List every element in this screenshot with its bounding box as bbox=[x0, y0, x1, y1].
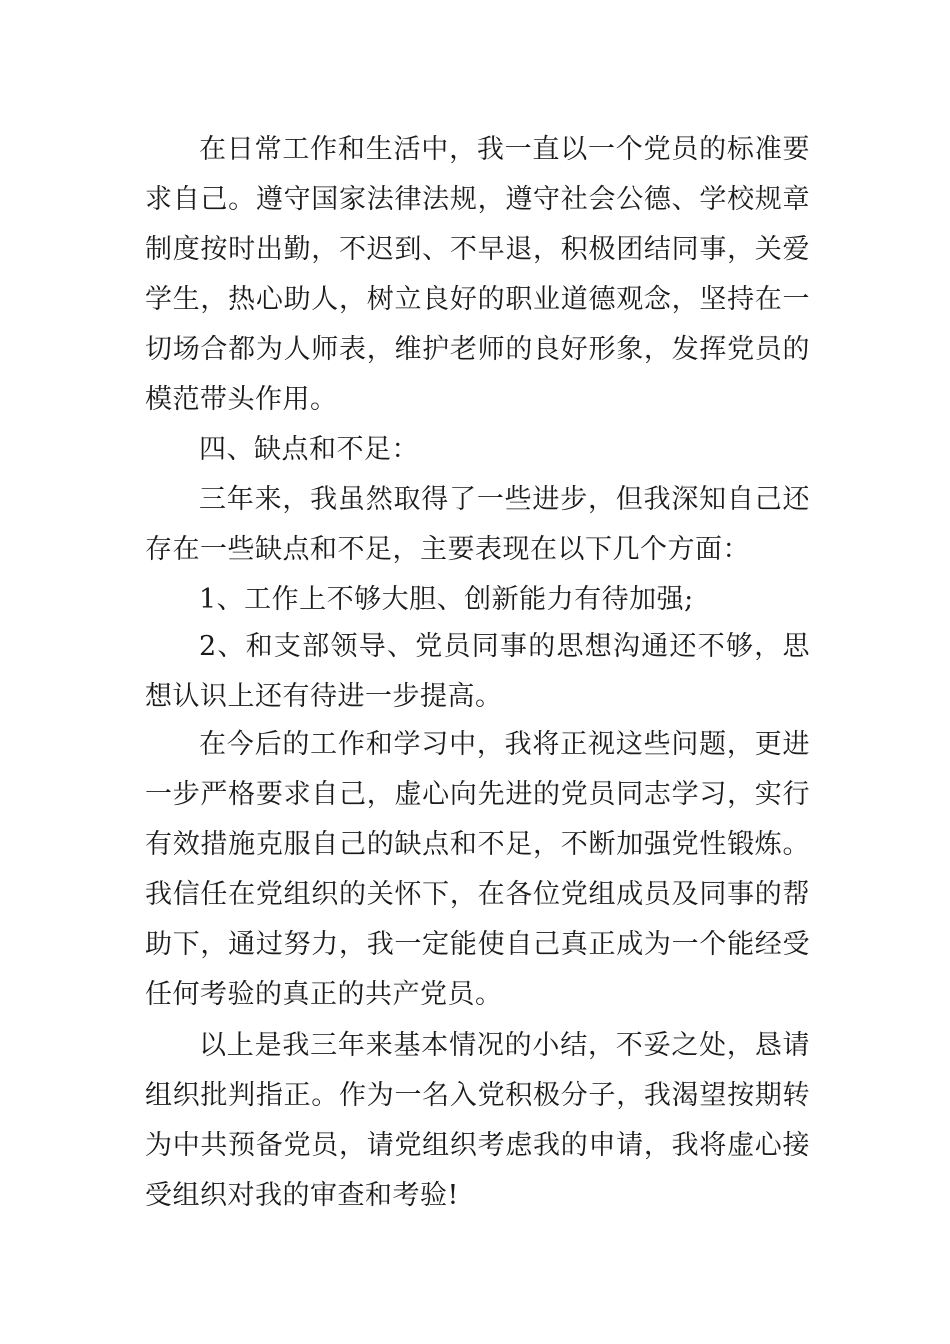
paragraph-conclusion: 以上是我三年来基本情况的小结，不妥之处，恳请组织批判指正。作为一名入党积极分子，我渴望按期转为中共预备党员，请党组织考虑我的申请，我将虚心接受组织对我的审查和考验! bbox=[145, 1030, 810, 1211]
paragraph-future: 在今后的工作和学习中，我将正视这些问题，更进一步严格要求自己，虚心向先进的党员同志学习，实行有效措施克服自己的缺点和不足，不断加强党性锻炼。我信任在党组织的关怀下，在各位党组成员及同事的帮助下，通过努力，我一定能使自己真正成为一个能经受任何考验的真正的共产党员。 bbox=[145, 729, 810, 1010]
list-item-1: 1、工作上不够大胆、创新能力有待加强; bbox=[199, 584, 694, 615]
list-item-2: 2、和支部领导、党员同事的思想沟通还不够，思想认识上还有待进一步提高。 bbox=[145, 631, 810, 712]
paragraph-shortcomings-intro: 三年来，我虽然取得了一些进步，但我深知自己还存在一些缺点和不足，主要表现在以下几个方面： bbox=[145, 484, 810, 565]
paragraph-conduct: 在日常工作和生活中，我一直以一个党员的标准要求自己。遵守国家法律法规，遵守社会公德、学校规章制度按时出勤，不迟到、不早退，积极团结同事，关爱学生，热心助人，树立良好的职业道德观念，坚持在一切场合都为人师表，维护老师的良好形象，发挥党员的模范带头作用。 bbox=[145, 134, 810, 415]
section-heading-shortcomings: 四、缺点和不足： bbox=[199, 434, 419, 465]
